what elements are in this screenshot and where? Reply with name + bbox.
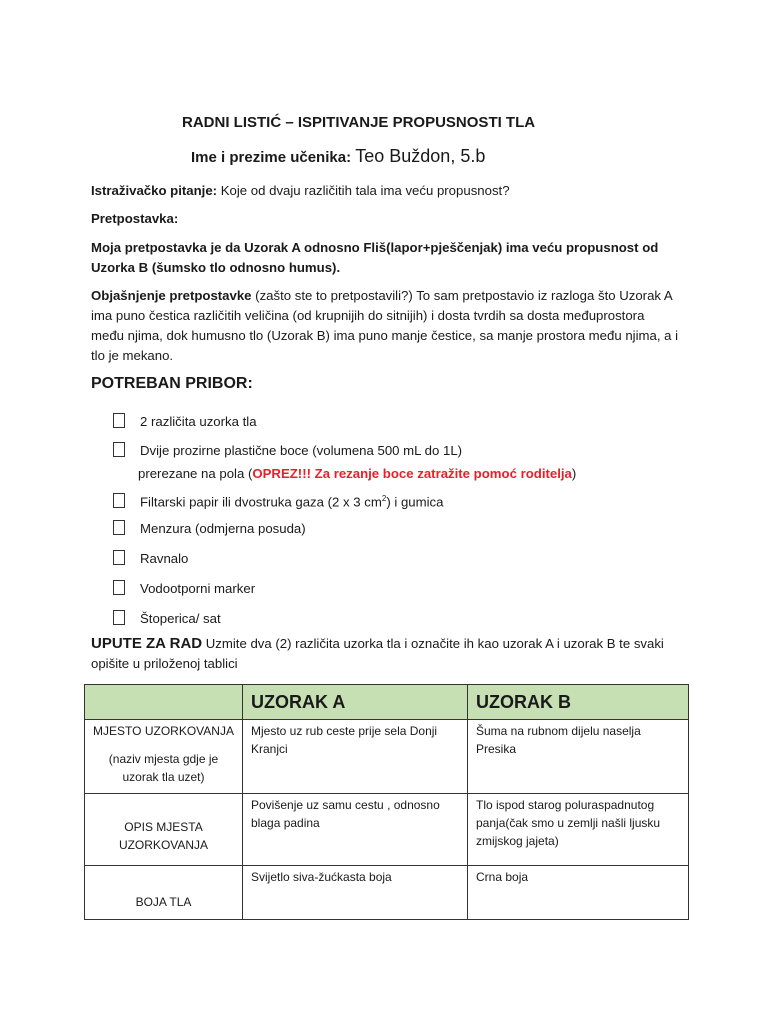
row-label: OPIS MJESTA UZORKOVANJA — [85, 794, 243, 866]
list-item: Ravnalo — [113, 548, 188, 570]
list-item: Štoperica/ sat — [113, 608, 221, 630]
table-row — [85, 794, 689, 866]
equipment-heading: POTREBAN PRIBOR: — [91, 375, 253, 392]
cell-sample-a: Svijetlo siva-žućkasta boja — [243, 866, 468, 920]
list-item: Vodootporni marker — [113, 578, 255, 600]
sample-table — [84, 684, 689, 920]
name-label: Ime i prezime učenika: — [191, 149, 352, 166]
hypothesis-text: Moja pretpostavka je da Uzorak A odnosno Fliš(lapor+pješčenjak) ima veću propusnost od Uzorka B (šumsko tlo odnosno humus). — [91, 240, 659, 275]
row-label: BOJA TLA — [85, 866, 243, 920]
student-name-row — [191, 146, 485, 167]
instructions-text: Uzmite dva (2) različita uzorka tla i označite ih kao uzorak A i uzorak B te svaki opišite u priloženoj tablici — [91, 636, 664, 671]
bullet-icon — [113, 610, 125, 625]
table-row — [85, 720, 689, 794]
cell-sample-b: Crna boja — [468, 866, 689, 920]
table-header-row — [85, 685, 689, 720]
list-item: Menzura (odmjerna posuda) — [113, 518, 306, 540]
research-text: Koje od dvaju različitih tala ima veću propusnost? — [217, 183, 510, 198]
table-header-sample-b: UZORAK B — [468, 685, 689, 720]
list-item-continuation: prerezane na pola (OPREZ!!! Za rezanje boce zatražite pomoć roditelja) — [138, 466, 577, 481]
explanation-label: Objašnjenje pretpostavke — [91, 288, 252, 303]
bullet-icon — [113, 413, 125, 428]
instructions-heading: UPUTE ZA RAD — [91, 635, 203, 652]
warning-text: OPREZ!!! Za rezanje boce zatražite pomoć roditelja — [252, 466, 572, 481]
list-item: Dvije prozirne plastične boce (volumena 500 mL do 1L) — [113, 440, 462, 462]
instructions — [91, 634, 691, 674]
cell-sample-a: Povišenje uz samu cestu , odnosno blaga padina — [243, 794, 468, 866]
bullet-icon — [113, 550, 125, 565]
cell-sample-b: Šuma na rubnom dijelu naselja Presika — [468, 720, 689, 794]
bullet-icon — [113, 580, 125, 595]
cell-sample-b: Tlo ispod starog poluraspadnutog panja(čak smo u zemlji našli ljusku zmijskog jajeta) — [468, 794, 689, 866]
explanation — [91, 286, 681, 366]
worksheet-title: RADNI LISTIĆ – ISPITIVANJE PROPUSNOSTI TLA — [182, 114, 536, 131]
bullet-icon — [113, 442, 125, 457]
row-label: MJESTO UZORKOVANJA (naziv mjesta gdje je uzorak tla uzet) — [85, 720, 243, 794]
hypothesis-label: Pretpostavka: — [91, 211, 179, 226]
research-label: Istraživačko pitanje: — [91, 183, 218, 198]
explanation-text: (zašto ste to pretpostavili?) To sam pretpostavio iz razloga što Uzorak A ima puno čestica različitih veličina (od krupnijih do sitnijih) i dosta tvrdih sa dosta međuprostora među njima, dok humusno tlo (Uzorak B) ima puno manje čestice, sa manje prostora među njima, a i tlo je mekano. — [91, 288, 679, 363]
table-row — [85, 866, 689, 920]
research-question — [91, 181, 681, 201]
bullet-icon — [113, 493, 125, 508]
list-item: 2 različita uzorka tla — [113, 411, 257, 433]
student-name: Teo Buždon, 5.b — [355, 146, 486, 166]
bullet-icon — [113, 520, 125, 535]
list-item: Filtarski papir ili dvostruka gaza (2 x 3 $cm^2$) i gumica — [113, 488, 443, 513]
cell-sample-a: Mjesto uz rub ceste prije sela Donji Kranjci — [243, 720, 468, 794]
table-header-sample-a: UZORAK A — [243, 685, 468, 720]
table-header-empty — [85, 685, 243, 720]
